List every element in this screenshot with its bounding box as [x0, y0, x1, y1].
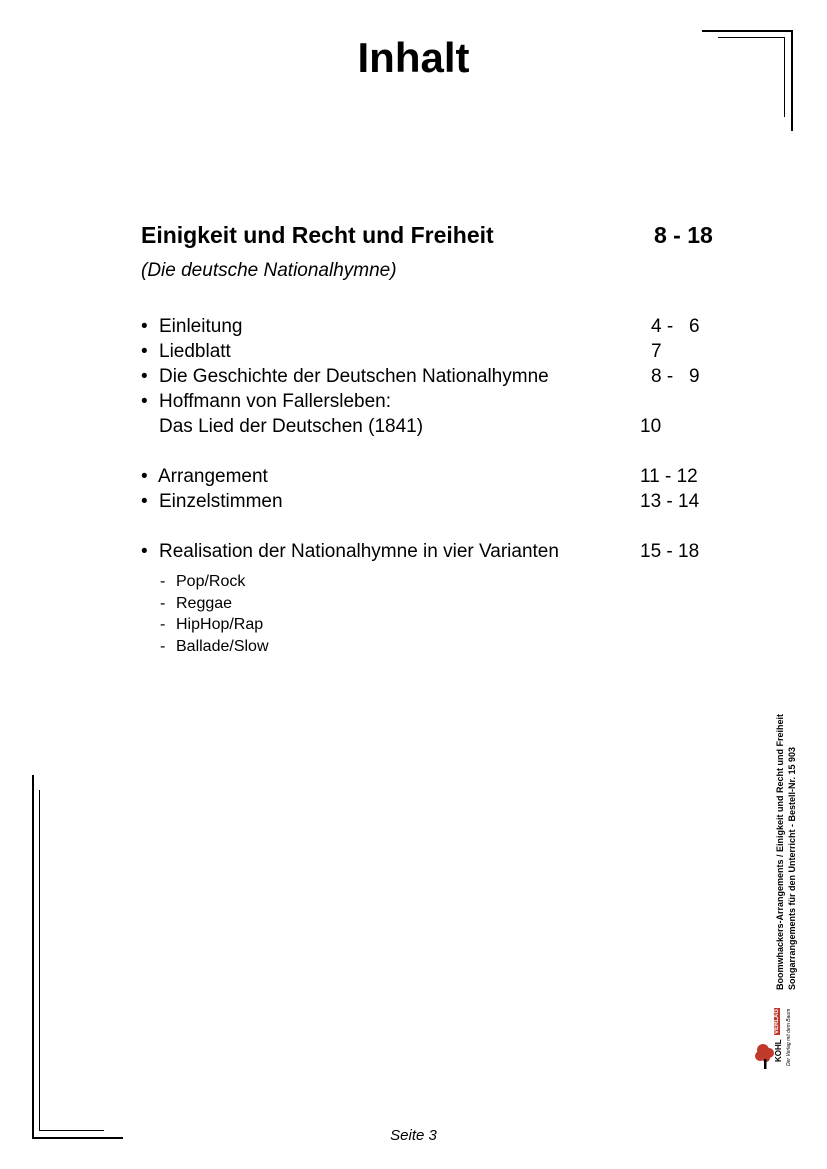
bullet-icon: • [141, 316, 148, 337]
section-title: Einigkeit und Recht und Freiheit [141, 222, 494, 248]
toc-entry-label: Hoffmann von Fallersleben: [159, 391, 391, 412]
toc-entry-pages: 11 - 12 [640, 466, 698, 487]
toc-entry-label: Die Geschichte der Deutschen Nationalhymne [159, 366, 549, 387]
side-text-line-1: Boomwhackers-Arrangements / Einigkeit und Recht und Freiheit [775, 713, 785, 990]
bullet-icon: • [141, 466, 148, 487]
toc-entry-label: Liedblatt [159, 341, 231, 362]
tree-icon [754, 1040, 776, 1070]
bullet-icon: • [141, 491, 148, 512]
toc-entry-label: Realisation der Nationalhymne in vier Varianten [159, 541, 559, 562]
toc-entry-pages: 4 - 6 [651, 316, 700, 337]
toc-entry-label: Arrangement [158, 466, 268, 487]
toc-entry-pages: 8 - 9 [651, 366, 700, 387]
toc-entry-label: Einleitung [159, 316, 243, 337]
section-subtitle: (Die deutsche Nationalhymne) [141, 260, 397, 281]
publisher-badge: VERLAG [774, 1008, 780, 1034]
dash-icon: - [160, 616, 166, 633]
page-title: Inhalt [357, 34, 470, 81]
section-pages: 8 - 18 [654, 222, 713, 248]
toc-entry-pages: 7 [651, 341, 662, 362]
dash-icon: - [160, 638, 166, 655]
bullet-icon: • [141, 541, 148, 562]
variant-item: Ballade/Slow [176, 638, 269, 655]
bullet-icon: • [141, 391, 148, 412]
toc-entry-label: Das Lied der Deutschen (1841) [159, 416, 424, 437]
bullet-icon: • [141, 341, 148, 362]
bullet-icon: • [141, 366, 148, 387]
variant-item: Reggae [176, 595, 233, 612]
variant-item: Pop/Rock [176, 573, 246, 590]
toc-entry-pages: 10 [640, 416, 662, 437]
variant-item: HipHop/Rap [176, 616, 264, 633]
page-number: Seite 3 [390, 1127, 437, 1144]
side-text-line-2: Songarrangements für den Unterricht - Bestell-Nr. 15 903 [787, 746, 797, 990]
toc-entry-pages: 15 - 18 [640, 541, 700, 562]
dash-icon: - [160, 595, 166, 612]
toc-entry-pages: 13 - 14 [640, 491, 700, 512]
publisher-name: KOHL [774, 1039, 783, 1062]
publisher-tagline: Der Verlag mit dem Baum [786, 1008, 792, 1066]
dash-icon: - [160, 573, 166, 590]
toc-entry-label: Einzelstimmen [159, 491, 283, 512]
